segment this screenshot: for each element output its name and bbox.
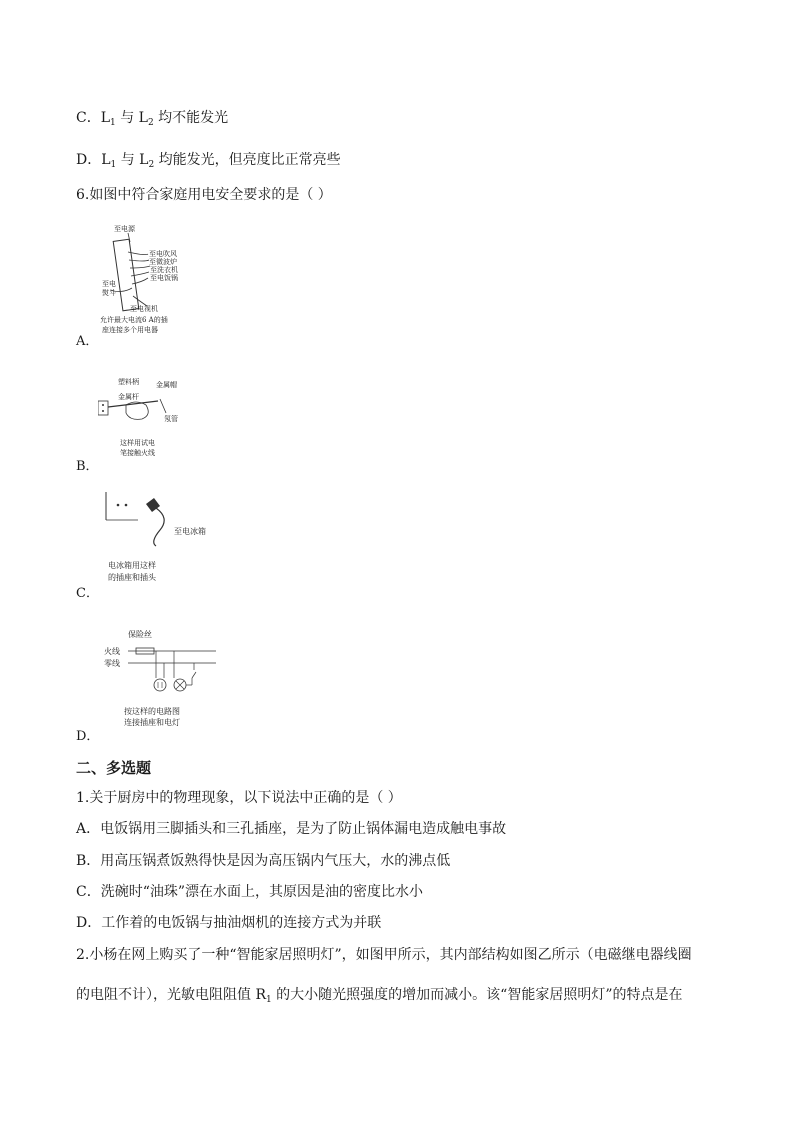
svg-text:按这样的电路图: 按这样的电路图 (124, 707, 180, 716)
svg-text:至电: 至电 (102, 280, 116, 288)
mq1-option-d: D．工作着的电饭锅与抽油烟机的连接方式为并联 (76, 915, 382, 931)
svg-text:这样用试电: 这样用试电 (120, 439, 155, 447)
svg-text:座连接多个用电器: 座连接多个用电器 (102, 326, 158, 334)
svg-text:允许最大电流6 A的插: 允许最大电流6 A的插 (100, 316, 168, 324)
svg-text:至电吹风: 至电吹风 (149, 250, 177, 258)
svg-text:的插座和插头: 的插座和插头 (108, 573, 156, 582)
option-c-label: C． (76, 586, 99, 601)
svg-text:零线: 零线 (104, 659, 120, 668)
svg-text:氖管: 氖管 (164, 415, 178, 423)
svg-text:至微波炉: 至微波炉 (149, 258, 177, 266)
mq2-line2: 的电阻不计），光敏电阻阻值 $R_1$ 的大小随光照强度的增加而减小。该“智能家居照明灯”的特点是在 (76, 987, 683, 1005)
mq2-line1: 2.小杨在网上购买了一种“智能家居照明灯”，如图甲所示，其内部结构如图乙所示（电磁继电器线圈 (76, 947, 692, 963)
option-b-label: B． (76, 459, 99, 474)
svg-text:至电视机: 至电视机 (130, 305, 158, 313)
option-d-label: D． (76, 729, 100, 744)
mq1-option-a: A．电饭锅用三脚插头和三孔插座，是为了防止锅体漏电造成触电事故 (76, 821, 507, 837)
svg-text:塑料柄: 塑料柄 (118, 378, 139, 386)
figure-d-circuit-diagram (98, 628, 223, 732)
svg-text:火线: 火线 (104, 647, 120, 656)
mq1-option-b: B．用高压锅煮饭熟得快是因为高压锅内气压大，水的沸点低 (76, 853, 451, 869)
svg-text:至洗衣机: 至洗衣机 (150, 266, 178, 274)
svg-text:保险丝: 保险丝 (128, 630, 152, 639)
svg-text:笔接触火线: 笔接触火线 (120, 449, 155, 457)
svg-text:金属杆: 金属杆 (118, 393, 139, 401)
figure-c-fridge-plug (98, 492, 223, 591)
option-c-prev: C．$L_1$ 与 $L_2$ 均不能发光 (76, 110, 229, 128)
option-d-prev: D．$L_1$ 与 $L_2$ 均能发光，但亮度比正常亮些 (76, 152, 341, 170)
svg-text:至电源: 至电源 (114, 225, 135, 233)
mq1-stem: 1.关于厨房中的物理现象，以下说法中正确的是（ ） (76, 790, 402, 806)
figure-b-test-pen (98, 375, 208, 464)
svg-text:熨斗: 熨斗 (102, 289, 116, 297)
svg-text:至电饭锅: 至电饭锅 (150, 274, 178, 282)
svg-text:电冰箱用这样: 电冰箱用这样 (108, 561, 156, 570)
option-a-label: A． (76, 334, 99, 349)
svg-text:金属帽: 金属帽 (156, 381, 177, 389)
section-heading: 二、多选题 (76, 759, 152, 777)
q6-stem: 6.如图中符合家庭用电安全要求的是（ ） (76, 187, 332, 203)
figure-a-power-strip (98, 222, 208, 341)
svg-text:至电冰箱: 至电冰箱 (174, 527, 206, 536)
svg-text:连接插座和电灯: 连接插座和电灯 (124, 718, 180, 727)
mq1-option-c: C．洗碗时“油珠”漂在水面上，其原因是油的密度比水小 (76, 884, 424, 900)
